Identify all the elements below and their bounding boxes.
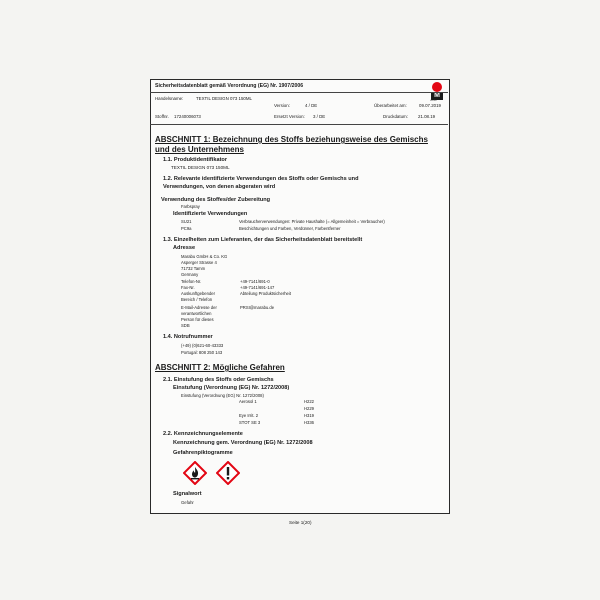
s14-title: 1.4. Notrufnummer xyxy=(163,334,213,340)
contact-value: +49-7141/691-147 xyxy=(240,285,275,290)
address-line: Germany xyxy=(181,272,199,277)
page-number: Seite 1(20) xyxy=(289,520,312,525)
labelling-title: Kennzeichnung gem. Verordnung (EG) Nr. 1272/2008 xyxy=(173,440,313,446)
contact-value: +49-7141/691-0 xyxy=(240,279,270,284)
print-date-label: Druckdatum: xyxy=(383,114,408,119)
s12-title-line1: 1.2. Relevante identifizierte Verwendungen des Stoffs oder Gemischs und xyxy=(163,176,359,182)
contact-label: verantwortlichen xyxy=(181,311,212,316)
s11-title: 1.1. Produktidentifikator xyxy=(163,157,228,163)
emergency-number: (+49) (0)621-60-43333 xyxy=(181,343,224,348)
emergency-number: Portugal: 808 250 143 xyxy=(181,350,223,355)
hazard-class: Eye Irrit. 2 xyxy=(239,413,259,418)
replaces-label: Ersetzt Version: xyxy=(274,114,305,119)
s21-title: 2.1. Einstufung des Stoffs oder Gemischs xyxy=(163,377,274,383)
header-bottom-divider xyxy=(150,124,448,125)
contact-value: Abteilung Produktsicherheit xyxy=(240,291,291,296)
use-text: Verbraucherverwendungen: Private Haushalte (= Allgemeinheit = Verbraucher) xyxy=(239,219,385,224)
classification-subtitle: Einstufung (Verordnung (EG) Nr. 1272/2008) xyxy=(181,393,264,398)
header-divider xyxy=(150,92,448,93)
s12-title-line2: Verwendungen, von denen abgeraten wird xyxy=(163,184,276,190)
pictograms-title: Gefahrenpiktogramme xyxy=(173,450,233,456)
section1-title-line1: ABSCHNITT 1: Bezeichnung des Stoffs beziehungsweise des Gemischs xyxy=(155,135,428,144)
contact-value: PRSI@marabu.de xyxy=(240,305,275,310)
logo-circle xyxy=(432,82,442,92)
material-label: Stoffnr. xyxy=(155,114,169,119)
section2-title: ABSCHNITT 2: Mögliche Gefahren xyxy=(155,363,285,372)
contact-label: Person für dieses xyxy=(181,317,214,322)
address-title: Adresse xyxy=(173,245,196,251)
hazard-class: STOT SE 3 xyxy=(239,420,261,425)
material-value: 17240006073 xyxy=(174,114,201,119)
address-line: Marabu GmbH & Co. KG xyxy=(181,254,228,259)
classification-title: Einstufung (Verordnung (EG) Nr. 1272/2008) xyxy=(173,385,290,391)
address-line: 71732 Tamm xyxy=(181,266,206,271)
signal-word-title: Signalwort xyxy=(173,491,202,497)
version-label: Version: xyxy=(274,103,290,108)
contact-label: SDB xyxy=(181,323,190,328)
revised-label: Überarbeitet am: xyxy=(374,103,407,108)
contact-label: Fax-Nr. xyxy=(181,285,195,290)
exclamation-pictogram-icon xyxy=(216,461,240,485)
use-code: PC9a xyxy=(181,226,192,231)
hazard-code: H319 xyxy=(304,413,315,418)
contact-label: Telefon-Nr. xyxy=(181,279,202,284)
hazard-code: H229 xyxy=(304,406,315,411)
use-code: SU21 xyxy=(181,219,192,224)
identified-uses-title: Identifizierte Verwendungen xyxy=(173,211,248,217)
s22-title: 2.2. Kennzeichnungselemente xyxy=(163,431,243,437)
version-value: 4 / DE xyxy=(305,103,318,108)
use-value: Farbspray xyxy=(181,204,200,209)
hazard-class: Aerosol 1 xyxy=(239,399,257,404)
signal-word-value: Gefahr xyxy=(181,500,194,505)
hazard-code: H336 xyxy=(304,420,315,425)
print-date-value: 21.08.19 xyxy=(418,114,436,119)
s13-title: 1.3. Einzelheiten zum Lieferanten, der das Sicherheitsdatenblatt bereitstellt xyxy=(163,237,363,243)
use-text: Beschichtungen und Farben, Verdünner, Farbentferner xyxy=(239,226,341,231)
trade-name-label: Handelsname: xyxy=(155,96,184,101)
section1-title-line2: und des Unternehmens xyxy=(155,145,244,154)
flame-pictogram-icon xyxy=(183,461,207,485)
address-line: Asperger Strasse 4 xyxy=(181,260,217,265)
contact-label: Auskunftgebender xyxy=(181,291,215,296)
contact-label: E-Mail-Adresse der xyxy=(181,305,217,310)
hazard-code: H222 xyxy=(304,399,315,404)
trade-name: TEXTIL DESIGN 073 150ML xyxy=(196,96,252,101)
s11-value: TEXTIL DESIGN 073 150ML xyxy=(171,165,230,170)
contact-label: Bereich / Telefon xyxy=(181,297,213,302)
document-title: Sicherheitsdatenblatt gemäß Verordnung (EG) Nr. 1907/2006 xyxy=(155,83,304,89)
logo-m-mark: M xyxy=(431,92,443,100)
revised-value: 09.07.2019 xyxy=(419,103,441,108)
replaces-value: 3 / DE xyxy=(313,114,326,119)
use-title: Verwendung des Stoffes/der Zubereitung xyxy=(161,197,271,203)
logo-text: Marabu xyxy=(430,100,437,102)
